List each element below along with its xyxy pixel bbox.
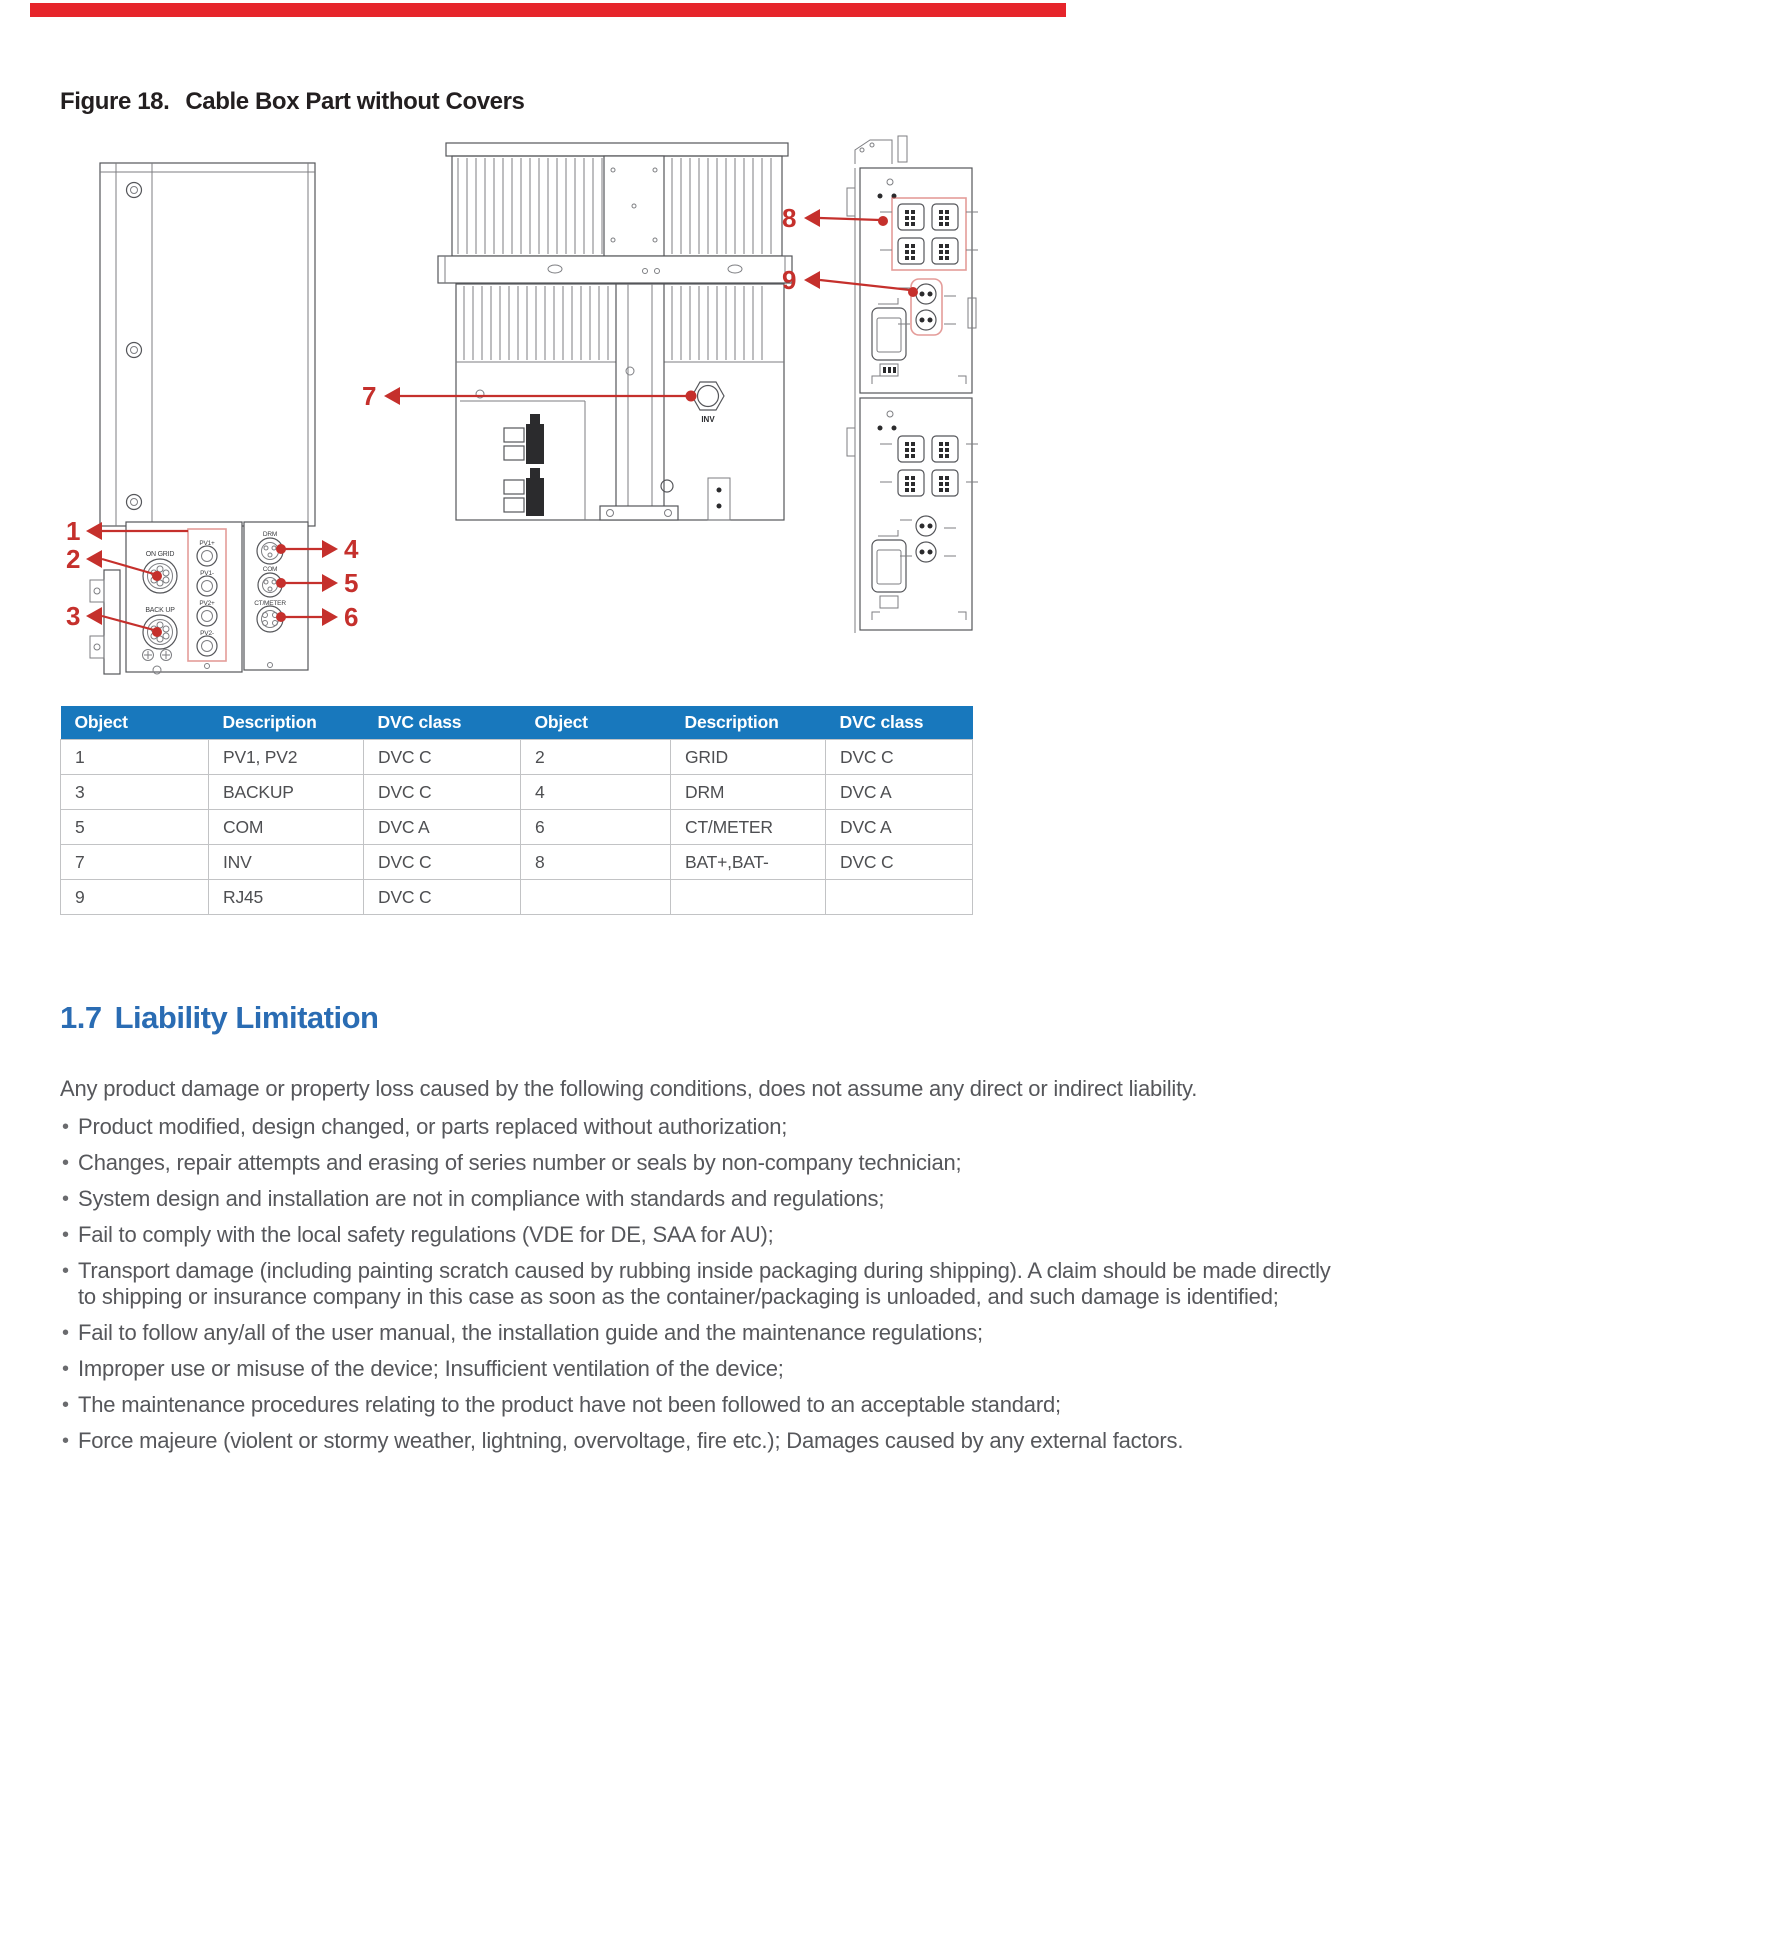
bullet-text: Product modified, design changed, or parts replaced without authorization;: [78, 1114, 788, 1139]
table-cell: DVC C: [826, 740, 973, 775]
figure-caption: [60, 88, 525, 116]
table-row: [61, 845, 973, 880]
table-cell: RJ45: [209, 880, 364, 915]
pv2-plus-label: PV2+: [199, 600, 215, 607]
list-item: [60, 1392, 1350, 1418]
side-view-panel: [90, 163, 315, 674]
header-dvc-class-2: DVC class: [826, 706, 973, 740]
bullet-icon: •: [62, 1188, 69, 1210]
callout-1-arrow-icon: [86, 522, 102, 540]
battery-module-top: [860, 168, 978, 393]
bullet-text: Force majeure (violent or stormy weather, lightning, overvoltage, fire etc.); Damages caused by any external factors.: [78, 1428, 1184, 1453]
inv-label: INV: [701, 415, 715, 424]
table-row: [61, 740, 973, 775]
list-item: [60, 1150, 1350, 1176]
table-cell: 3: [61, 775, 209, 810]
section-heading: [60, 1000, 1350, 1036]
table-header-row: [61, 706, 973, 740]
mounting-bar: [438, 256, 792, 283]
section-title: Liability Limitation: [114, 1000, 379, 1035]
inv-gland: [692, 382, 724, 424]
dvc-class-table: [60, 706, 973, 915]
figure-title: Cable Box Part without Covers: [185, 88, 525, 115]
section-number: 1.7: [60, 1000, 102, 1035]
bullet-icon: •: [62, 1260, 69, 1282]
table-cell: DVC A: [364, 810, 521, 845]
panel-screws: [127, 183, 142, 510]
callout-7-arrow-icon: [384, 387, 400, 405]
rj45-connector-pair: [898, 279, 956, 335]
table-cell: DVC A: [826, 810, 973, 845]
list-item: [60, 1428, 1350, 1454]
callout-2-arrow-icon: [86, 550, 102, 568]
callout-1: 1: [66, 516, 80, 546]
table-cell: [671, 880, 826, 915]
table-cell: 8: [521, 845, 671, 880]
table-cell: 5: [61, 810, 209, 845]
table-cell: 7: [61, 845, 209, 880]
back-up-label: BACK UP: [145, 607, 175, 614]
section-intro: Any product damage or property loss caused by the following conditions, does not assume any direct or indirect liability.: [60, 1076, 1198, 1101]
header-object-2: Object: [521, 706, 671, 740]
table-cell: [826, 880, 973, 915]
central-channel: [600, 284, 678, 520]
table-cell: 2: [521, 740, 671, 775]
callout-6-arrow-icon: [322, 608, 338, 626]
bullet-text: Improper use or misuse of the device; Insufficient ventilation of the device;: [78, 1356, 784, 1381]
table-cell: DVC C: [364, 740, 521, 775]
header-object-1: Object: [61, 706, 209, 740]
callout-2: 2: [66, 544, 80, 574]
battery-stack-side-view: [847, 136, 978, 633]
battery-terminal-group: [880, 198, 978, 270]
pv1-plus-label: PV1+: [199, 540, 215, 547]
callout-3-arrow-icon: [86, 607, 102, 625]
heatsink-fins-lower: [464, 286, 762, 360]
table-cell: DVC C: [364, 845, 521, 880]
callout-9-arrow-icon: [804, 271, 820, 289]
table-cell: DVC C: [364, 775, 521, 810]
table-cell: 4: [521, 775, 671, 810]
bullet-icon: •: [62, 1358, 69, 1380]
bullet-text: The maintenance procedures relating to the product have not been followed to an acceptable standard;: [78, 1392, 1061, 1417]
hanger-bracket: [855, 136, 907, 164]
callout-3: 3: [66, 601, 80, 631]
callout-6: 6: [344, 602, 358, 632]
pv2-minus-label: PV2-: [200, 630, 214, 637]
list-item: [60, 1258, 1350, 1310]
figure-number: Figure 18.: [60, 88, 170, 115]
table-row: [61, 775, 973, 810]
list-item: [60, 1114, 1350, 1140]
callout-4-arrow-icon: [322, 540, 338, 558]
list-item: [60, 1356, 1350, 1382]
callout-5: 5: [344, 568, 358, 598]
bullet-text: System design and installation are not in compliance with standards and regulations;: [78, 1186, 885, 1211]
table-row: [61, 810, 973, 845]
pv1-minus-label: PV1-: [200, 570, 214, 577]
bullet-icon: •: [62, 1116, 69, 1138]
header-description-2: Description: [671, 706, 826, 740]
cable-box-technical-drawing: [60, 128, 1260, 688]
bullet-icon: •: [62, 1430, 69, 1452]
table-cell: 6: [521, 810, 671, 845]
header-dvc-class-1: DVC class: [364, 706, 521, 740]
list-item: [60, 1186, 1350, 1212]
table-cell: PV1, PV2: [209, 740, 364, 775]
table-cell: 1: [61, 740, 209, 775]
table-cell: [521, 880, 671, 915]
callout-8: 8: [782, 203, 796, 233]
table-cell: 9: [61, 880, 209, 915]
front-view-unit: [438, 143, 792, 520]
table-cell: CT/METER: [671, 810, 826, 845]
header-description-1: Description: [209, 706, 364, 740]
display-screen: [872, 298, 906, 376]
battery-module-bottom: [860, 398, 978, 630]
callout-4: 4: [344, 534, 358, 564]
ct-meter-label: CT/METER: [254, 600, 286, 607]
com-label: COM: [262, 566, 278, 573]
bullet-icon: •: [62, 1224, 69, 1246]
bullet-text: Fail to follow any/all of the user manual, the installation guide and the maintenance regulations;: [78, 1320, 983, 1345]
drm-label: DRM: [262, 531, 278, 538]
dc-connector-cluster: [460, 401, 585, 520]
table-cell: BACKUP: [209, 775, 364, 810]
list-item: [60, 1222, 1350, 1248]
callout-5-arrow-icon: [322, 574, 338, 592]
callout-7: 7: [362, 381, 376, 411]
table-cell: COM: [209, 810, 364, 845]
figure-18-diagram: [60, 128, 1260, 688]
table-row: [61, 880, 973, 915]
table-cell: BAT+,BAT-: [671, 845, 826, 880]
table-cell: DRM: [671, 775, 826, 810]
on-grid-label: ON GRID: [145, 551, 175, 558]
list-item: [60, 1320, 1350, 1346]
table-cell: GRID: [671, 740, 826, 775]
callout-8-arrow-icon: [804, 209, 820, 227]
mounting-bracket: [90, 570, 120, 674]
table-cell: DVC A: [826, 775, 973, 810]
bullet-icon: •: [62, 1322, 69, 1344]
bullet-text: Fail to comply with the local safety regulations (VDE for DE, SAA for AU);: [78, 1222, 774, 1247]
table-cell: DVC C: [826, 845, 973, 880]
bullet-icon: •: [62, 1152, 69, 1174]
bullet-text: Transport damage (including painting scratch caused by rubbing inside packaging during shipping). A claim should be made directly to shipping or insurance company in this case as soon as the container/packaging is unloaded, and such damage is identified;: [78, 1258, 1331, 1309]
page-top-color-band: [30, 3, 1066, 17]
bullet-text: Changes, repair attempts and erasing of series number or seals by non-company technician;: [78, 1150, 962, 1175]
bullet-icon: •: [62, 1394, 69, 1416]
callout-9: 9: [782, 265, 796, 295]
table-cell: DVC C: [364, 880, 521, 915]
liability-limitation-section: [60, 1000, 1350, 1464]
table-cell: INV: [209, 845, 364, 880]
